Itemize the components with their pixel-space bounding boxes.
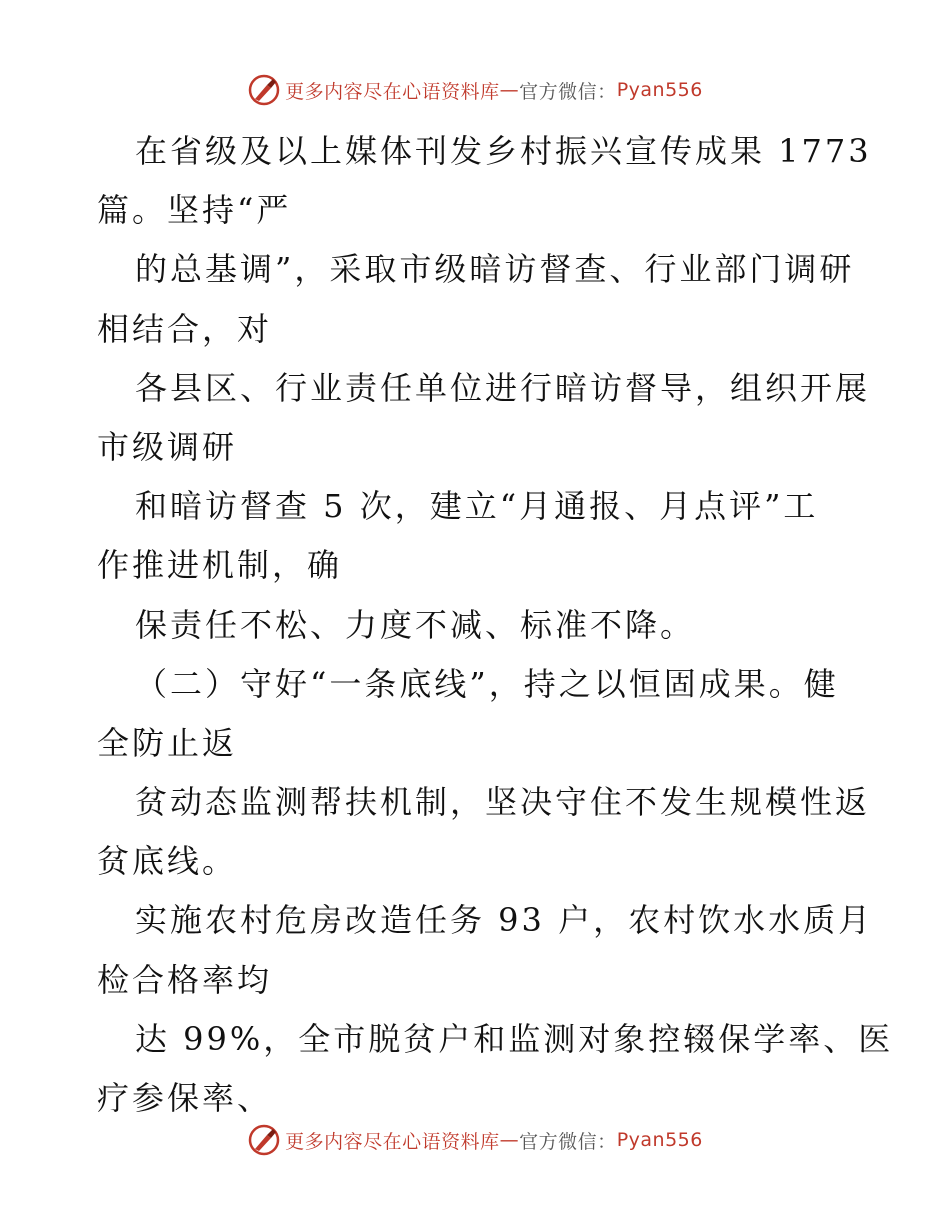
footer-wechat-label: 官方微信： — [519, 1130, 617, 1153]
footer-site-text: 更多内容尽在心语资料库 — [285, 1130, 500, 1153]
text-line: 疗参保率、 — [97, 1079, 273, 1117]
document-body — [97, 122, 894, 1128]
text-line: 的总基调”，采取市级暗访督查、行业部门调研 — [135, 250, 855, 289]
footer-wechat-id: Pyan556 — [616, 1129, 703, 1151]
text-line: 实施农村危房改造任务 93 户，农村饮水水质月 — [135, 901, 874, 940]
header-dash: — — [499, 79, 520, 101]
header-site-text: 更多内容尽在心语资料库 — [285, 80, 500, 103]
header-wechat-id: Pyan556 — [616, 79, 703, 101]
text-line: 在省级及以上媒体刊发乡村振兴宣传成果 1773 — [135, 132, 872, 170]
pen-logo-icon — [247, 73, 281, 107]
text-line: 和暗访督查 5 次，建立“月通报、月点评”工 — [135, 487, 819, 526]
footer-dash: — — [499, 1129, 520, 1151]
text-line: （二）守好“一条底线”，持之以恒固成果。健 — [135, 664, 839, 703]
page-footer-watermark — [0, 1122, 950, 1158]
text-line: 全防止返 — [97, 723, 238, 762]
text-line: 市级调研 — [97, 427, 238, 466]
page-header-watermark — [0, 72, 950, 108]
text-line: 达 99%，全市脱贫户和监测对象控辍保学率、医 — [135, 1019, 894, 1058]
pen-logo-icon — [247, 1123, 281, 1157]
text-line: 各县区、行业责任单位进行暗访督导，组织开展 — [135, 368, 871, 407]
text-line: 检合格率均 — [97, 960, 273, 999]
header-wechat-label: 官方微信： — [519, 80, 617, 103]
text-line: 作推进机制，确 — [97, 546, 343, 585]
text-line: 相结合，对 — [97, 309, 273, 348]
text-line: 贫动态监测帮扶机制，坚决守住不发生规模性返 — [135, 783, 871, 822]
text-line: 篇。坚持“严 — [97, 191, 292, 230]
text-line: 保责任不松、力度不减、标准不降。 — [135, 605, 696, 644]
text-line: 贫底线。 — [97, 842, 238, 881]
